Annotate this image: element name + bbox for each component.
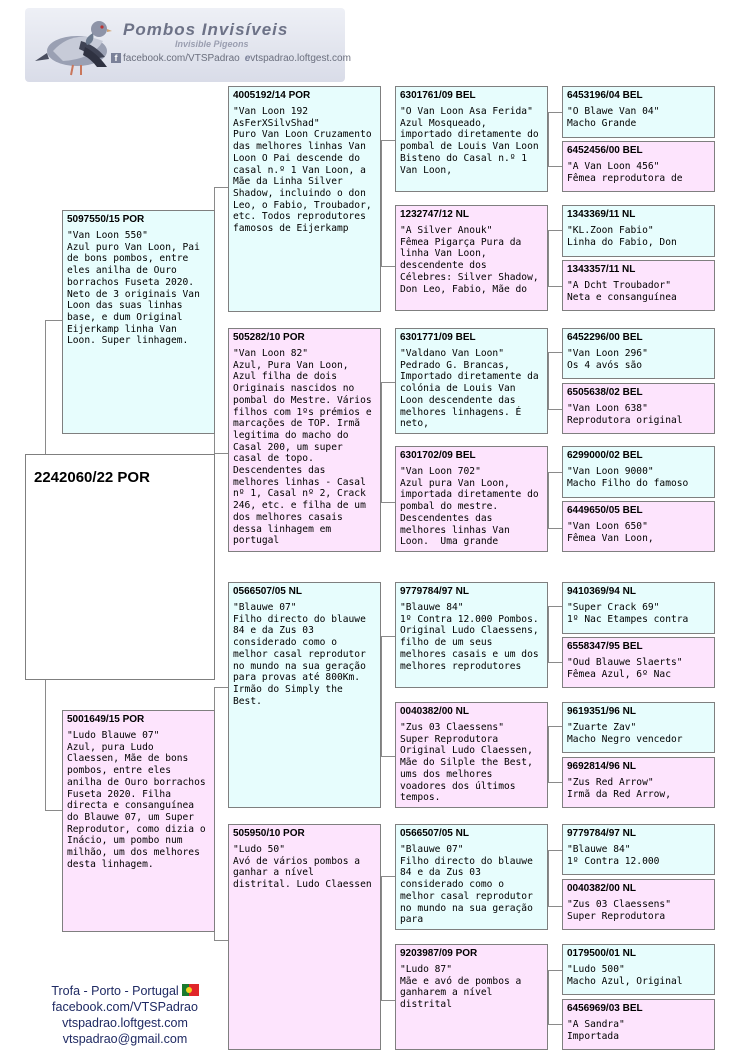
great-grandparent-box[interactable] [395,328,548,434]
pigeon-description: "KL.Zoon Fabio" Linha do Fabio, Don [567,225,677,248]
connector-line [548,970,549,1024]
pigeon-description: "Blauwe 07" Filho directo do blauwe 84 e da Zus 03 considerado como o melhor casal reprodutor no mundo na sua geração para provas até 800Km. Irmão do Simply the Best. [233,602,366,707]
ring-number: 4005192/14 POR [233,90,311,101]
gen4-box[interactable] [562,757,715,808]
grandsire-paternal-box[interactable] [228,86,381,312]
connector-line [381,1000,395,1001]
dam-box[interactable] [62,710,215,932]
pigeon-description: "Van Loon 702" Azul pura Van Loon, importada diretamente do pombal do mestre. Descendentes das melhores linhas Van Loon. Uma grande [400,466,539,548]
ring-number: 9410369/94 NL [567,586,636,597]
connector-line [548,782,562,783]
ring-number: 6299000/02 BEL [567,450,643,461]
pigeon-description: "Van Loon 650" Fêmea Van Loon, [567,521,654,544]
great-grandparent-box[interactable] [395,702,548,808]
connector-line [214,453,228,454]
ring-number: 9203987/09 POR [400,948,478,959]
pigeon-description: "Van Loon 192 AsFerXSilvShad" Puro Van Loon Cruzamento das melhores linhas Van Loon O Pai descende do casal n.º 1 Van Loon, a Mãe da Linha Silver Shadow, incluindo o don Leo, o Fabio, Troubador, etc. Todos reprodutores famosos de Eijerkamp [233,106,372,235]
pigeon-description: "Blauwe 84" 1º Contra 12.000 Pombos. Original Ludo Claessens, filho de um seus melhores casais e um dos melhores reprodutores [400,602,539,672]
pigeon-description: "O Blawe Van 04" Macho Grande [567,106,660,129]
ring-number: 1232747/12 NL [400,209,469,220]
ring-number: 6452296/00 BEL [567,332,643,343]
ring-number: 1343369/11 NL [567,209,636,220]
connector-line [548,166,562,167]
pigeon-icon [33,11,113,81]
connector-line [548,906,562,907]
gen4-box[interactable] [562,582,715,634]
connector-line [381,266,395,267]
connector-line [381,636,395,637]
granddam-maternal-box[interactable] [228,824,381,1050]
connector-line [548,230,549,286]
connector-line [381,876,382,1000]
ring-number: 6301702/09 BEL [400,450,476,461]
connector-line [548,726,562,727]
connector-line [548,112,562,113]
connector-line [548,606,562,607]
connector-line [548,662,562,663]
gen4-box[interactable] [562,999,715,1050]
pigeon-description: "Valdano Van Loon" Pedrado G. Brancas, Importado diretamente da colónia de Louis Van Loon descendente das melhores linhagens. É neto, [400,348,539,430]
ring-number: 6449650/05 BEL [567,505,643,516]
connector-line [548,1024,562,1025]
pigeon-description: "Van Loon 9000" Macho Filho do famoso [567,466,689,489]
gen4-box[interactable] [562,383,715,434]
gen4-box[interactable] [562,86,715,138]
header-facebook[interactable]: facebook.com/VTSPadrao [123,53,240,64]
pigeon-description: "Zus 03 Claessens" Super Reprodutora Original Ludo Claessen, Mãe do Silple the Best, ums dos melhores voadores dos últimos tempos. [400,722,533,804]
ring-number: 9619351/96 NL [567,706,636,717]
connector-line [548,850,562,851]
connector-line [381,876,395,877]
connector-line [45,680,46,810]
pigeon-description: "A Silver Anouk" Fêmea Pigarça Pura da linha Van Loon, descendente dos Célebres: Silver Shadow, Don Leo, Fabio, Mãe do [400,225,539,295]
pigeon-description: "Blauwe 07" Filho directo do blauwe 84 e da Zus 03 considerado como o melhor casal reprodutor no mundo na sua geração para [400,844,533,926]
pigeon-description: "Zuarte Zav" Macho Negro vencedor [567,722,683,745]
ring-number: 505950/10 POR [233,828,305,839]
great-grandparent-box[interactable] [395,824,548,930]
pigeon-description: "Super Crack 69" 1º Nac Etampes contra [567,602,689,625]
facebook-icon: f [111,53,121,63]
pigeon-description: "Van Loon 296" Os 4 avós são [567,348,648,371]
connector-line [548,726,549,782]
connector-line [381,382,382,502]
connector-line [381,636,382,756]
gen4-box[interactable] [562,824,715,875]
ring-number: 5097550/15 POR [67,214,145,225]
ring-number: 6452456/00 BEL [567,145,643,156]
ring-number: 0040382/00 NL [400,706,469,717]
gen4-box[interactable] [562,205,715,257]
pigeon-description: "Oud Blauwe Slaerts" Fêmea Azul, 6º Nac [567,657,683,680]
gen4-box[interactable] [562,879,715,930]
contact-block [30,983,220,1047]
header-subtitle: Invisible Pigeons [175,39,249,49]
connector-line [548,472,562,473]
footer-email[interactable]: vtspadrao@gmail.com [62,1032,188,1046]
gen4-box[interactable] [562,141,715,192]
connector-line [548,230,562,231]
gen4-box[interactable] [562,446,715,498]
portugal-flag-icon [182,984,199,996]
connector-line [548,606,549,662]
connector-line [548,409,562,410]
subject-box[interactable] [25,454,215,680]
connector-line [381,502,395,503]
ring-number: 6456969/03 BEL [567,1003,643,1014]
pigeon-description: "Van Loon 550" Azul puro Van Loon, Pai de bons pombos, entre eles anilha de Ouro borrachos Fuseta 2020. Neto de 3 originais Van Loon das suas linhas base, e dum Original Eijerkamp linha Van Loon. Super linhagem. [67,230,200,347]
connector-line [214,187,228,188]
connector-line [548,472,549,528]
gen4-box[interactable] [562,637,715,688]
great-grandparent-box[interactable] [395,205,548,311]
pigeon-description: "Van Loon 638" Reprodutora original [567,403,683,426]
pigeon-description: "A Sandra" Importada [567,1019,625,1042]
ring-number: 6301771/09 BEL [400,332,476,343]
ring-number: 0566507/05 NL [400,828,469,839]
ring-number: 6505638/02 BEL [567,387,643,398]
great-grandparent-box[interactable] [395,582,548,688]
connector-line [548,528,562,529]
connector-line [381,756,395,757]
gen4-box[interactable] [562,702,715,753]
gen4-box[interactable] [562,944,715,995]
connector-line [381,140,395,141]
connector-line [381,140,382,266]
great-grandparent-box[interactable] [395,944,548,1050]
pigeon-description: "Ludo Blauwe 07" Azul, pura Ludo Claessen, Mãe de bons pombos, entre eles anilha de Ouro borrachos Fuseta 2020. Filha directa e consanguínea do Blauwe 07, um Super Reprodutor, como dizia o Inácio, um pombo num milhão, um dos melhores desta linhagem. [67,730,206,870]
ring-number: 0566507/05 NL [233,586,302,597]
header-links [111,53,351,64]
location-line [30,983,220,999]
connector-line [548,286,562,287]
gen4-box[interactable] [562,328,715,379]
connector-line [214,687,228,688]
header-banner [25,8,351,82]
ring-number: 9779784/97 NL [567,828,636,839]
pigeon-description: "A Van Loon 456" Fêmea reprodutora de [567,161,683,184]
location-text: Trofa - Porto - Portugal [51,984,179,998]
connector-line [214,940,228,941]
ring-number: 6301761/09 BEL [400,90,476,101]
sire-box[interactable] [62,210,215,434]
connector-line [548,970,562,971]
ring-number: 9692814/96 NL [567,761,636,772]
footer-facebook[interactable]: facebook.com/VTSPadrao [52,1000,198,1014]
pigeon-description: "Ludo 87" Mãe e avó de pombos a ganharem a nível distrital [400,964,522,1011]
website-icon: e [244,53,251,64]
pigeon-description: "Van Loon 82" Azul, Pura Van Loon, Azul filha de dois Originais nascidos no pombal do Mestre. Vários filhos com 1ºs prémios e marcações de TOP. Irmã legitima do macho do Casal 200, um super casal de topo. Descendentes das melhores linhas - Casal nº 1, Casal nº 2, Crack 246, etc. e filha de um dos melhores casais dessa linhagem em portugal [233,348,372,547]
connector-line [45,810,62,811]
pigeon-description: "Ludo 50" Avó de vários pombos a ganhar a nível distrital. Ludo Claessen [233,844,372,891]
ring-number: 0179500/01 NL [567,948,636,959]
ring-number: 5001649/15 POR [67,714,145,725]
ring-number: 505282/10 POR [233,332,305,343]
header-website[interactable]: vtspadrao.loftgest.com [250,53,351,64]
ring-number: 6558347/95 BEL [567,641,643,652]
great-grandparent-box[interactable] [395,86,548,192]
ring-number: 9779784/97 NL [400,586,469,597]
connector-line [548,352,562,353]
connector-line [45,320,62,321]
pigeon-description: "O Van Loon Asa Ferida" Azul Mosqueado, importado diretamente do pombal de Louis Van Loon Bisteno do Casal n.º 1 Van Loon, [400,106,539,176]
ring-number: 1343357/11 NL [567,264,636,275]
gen4-box[interactable] [562,501,715,552]
pigeon-description: "Zus Red Arrow" Irmã da Red Arrow, [567,777,671,800]
pigeon-description: "Zus 03 Claessens" Super Reprodutora [567,899,671,922]
granddam-paternal-box[interactable] [228,328,381,552]
header-title: Pombos Invisíveis [123,20,289,39]
pigeon-description: "A Dcht Troubador" Neta e consanguínea [567,280,677,303]
grandsire-maternal-box[interactable] [228,582,381,808]
pigeon-description: "Blauwe 84" 1º Contra 12.000 [567,844,660,867]
connector-line [548,352,549,409]
ring-number: 6453196/04 BEL [567,90,643,101]
connector-line [548,850,549,906]
footer-website[interactable]: vtspadrao.loftgest.com [62,1016,188,1030]
subject-ring: 2242060/22 POR [34,469,150,486]
connector-line [548,112,549,166]
connector-line [45,320,46,454]
pigeon-description: "Ludo 500" Macho Azul, Original [567,964,683,987]
connector-line [381,382,395,383]
great-grandparent-box[interactable] [395,446,548,552]
ring-number: 0040382/00 NL [567,883,636,894]
gen4-box[interactable] [562,260,715,311]
